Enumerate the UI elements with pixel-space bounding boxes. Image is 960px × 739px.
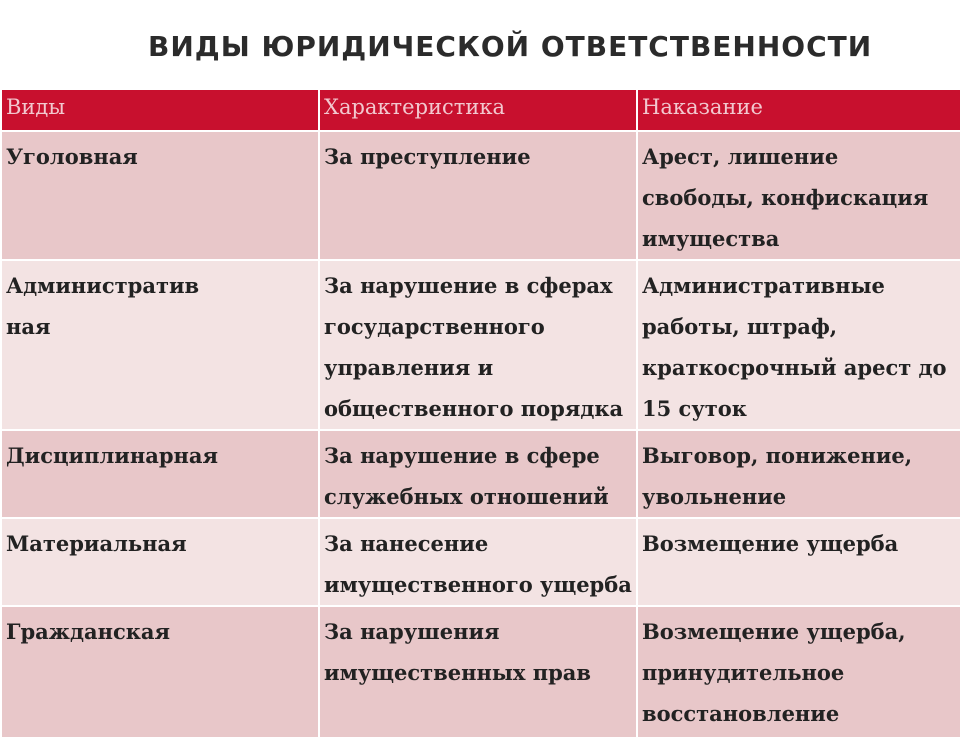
cell-punishment: [637, 606, 960, 738]
cell-text: Арест, лишение свободы, конфискация имущества: [642, 144, 929, 251]
cell-text: Административные работы, штраф, краткосрочный арест до 15 суток: [642, 273, 947, 421]
cell-characteristic: [319, 260, 637, 430]
table-row: [1, 430, 960, 518]
table-header-row: [1, 89, 960, 131]
cell-type: [1, 131, 319, 260]
table-row: [1, 131, 960, 260]
cell-characteristic: [319, 430, 637, 518]
cell-text: Возмещение ущерба: [642, 531, 899, 556]
cell-text: Дисциплинарная: [6, 443, 219, 468]
cell-text: Материальная: [6, 531, 187, 556]
cell-characteristic: [319, 518, 637, 606]
cell-text: За нарушение в сфере служебных отношений: [324, 443, 609, 509]
cell-text: Выговор, понижение, увольнение: [642, 443, 913, 509]
cell-text: Уголовная: [6, 144, 138, 169]
cell-text: За нарушение в сферах государственного управления и общественного порядка: [324, 273, 624, 421]
liability-table: [0, 88, 960, 739]
header-characteristic: Характеристика: [319, 89, 637, 131]
cell-text: За нарушения имущественных прав: [324, 619, 591, 685]
cell-characteristic: [319, 131, 637, 260]
cell-text: Административ ная: [6, 273, 200, 339]
header-punishment: Наказание: [637, 89, 960, 131]
table-row: [1, 518, 960, 606]
cell-characteristic: [319, 606, 637, 738]
cell-type: [1, 606, 319, 738]
cell-type: [1, 260, 319, 430]
cell-text: За нанесение имущественного ущерба: [324, 531, 632, 597]
table-row: [1, 260, 960, 430]
cell-punishment: [637, 518, 960, 606]
cell-text: Гражданская: [6, 619, 171, 644]
cell-text: Возмещение ущерба, принудительное восстановление: [642, 619, 906, 726]
page-title: ВИДЫ ЮРИДИЧЕСКОЙ ОТВЕТСТВЕННОСТИ: [148, 30, 873, 63]
cell-punishment: [637, 131, 960, 260]
table-row: [1, 606, 960, 738]
header-types: Виды: [1, 89, 319, 131]
cell-type: [1, 518, 319, 606]
cell-type: [1, 430, 319, 518]
cell-text: За преступление: [324, 144, 531, 169]
cell-punishment: [637, 260, 960, 430]
cell-punishment: [637, 430, 960, 518]
